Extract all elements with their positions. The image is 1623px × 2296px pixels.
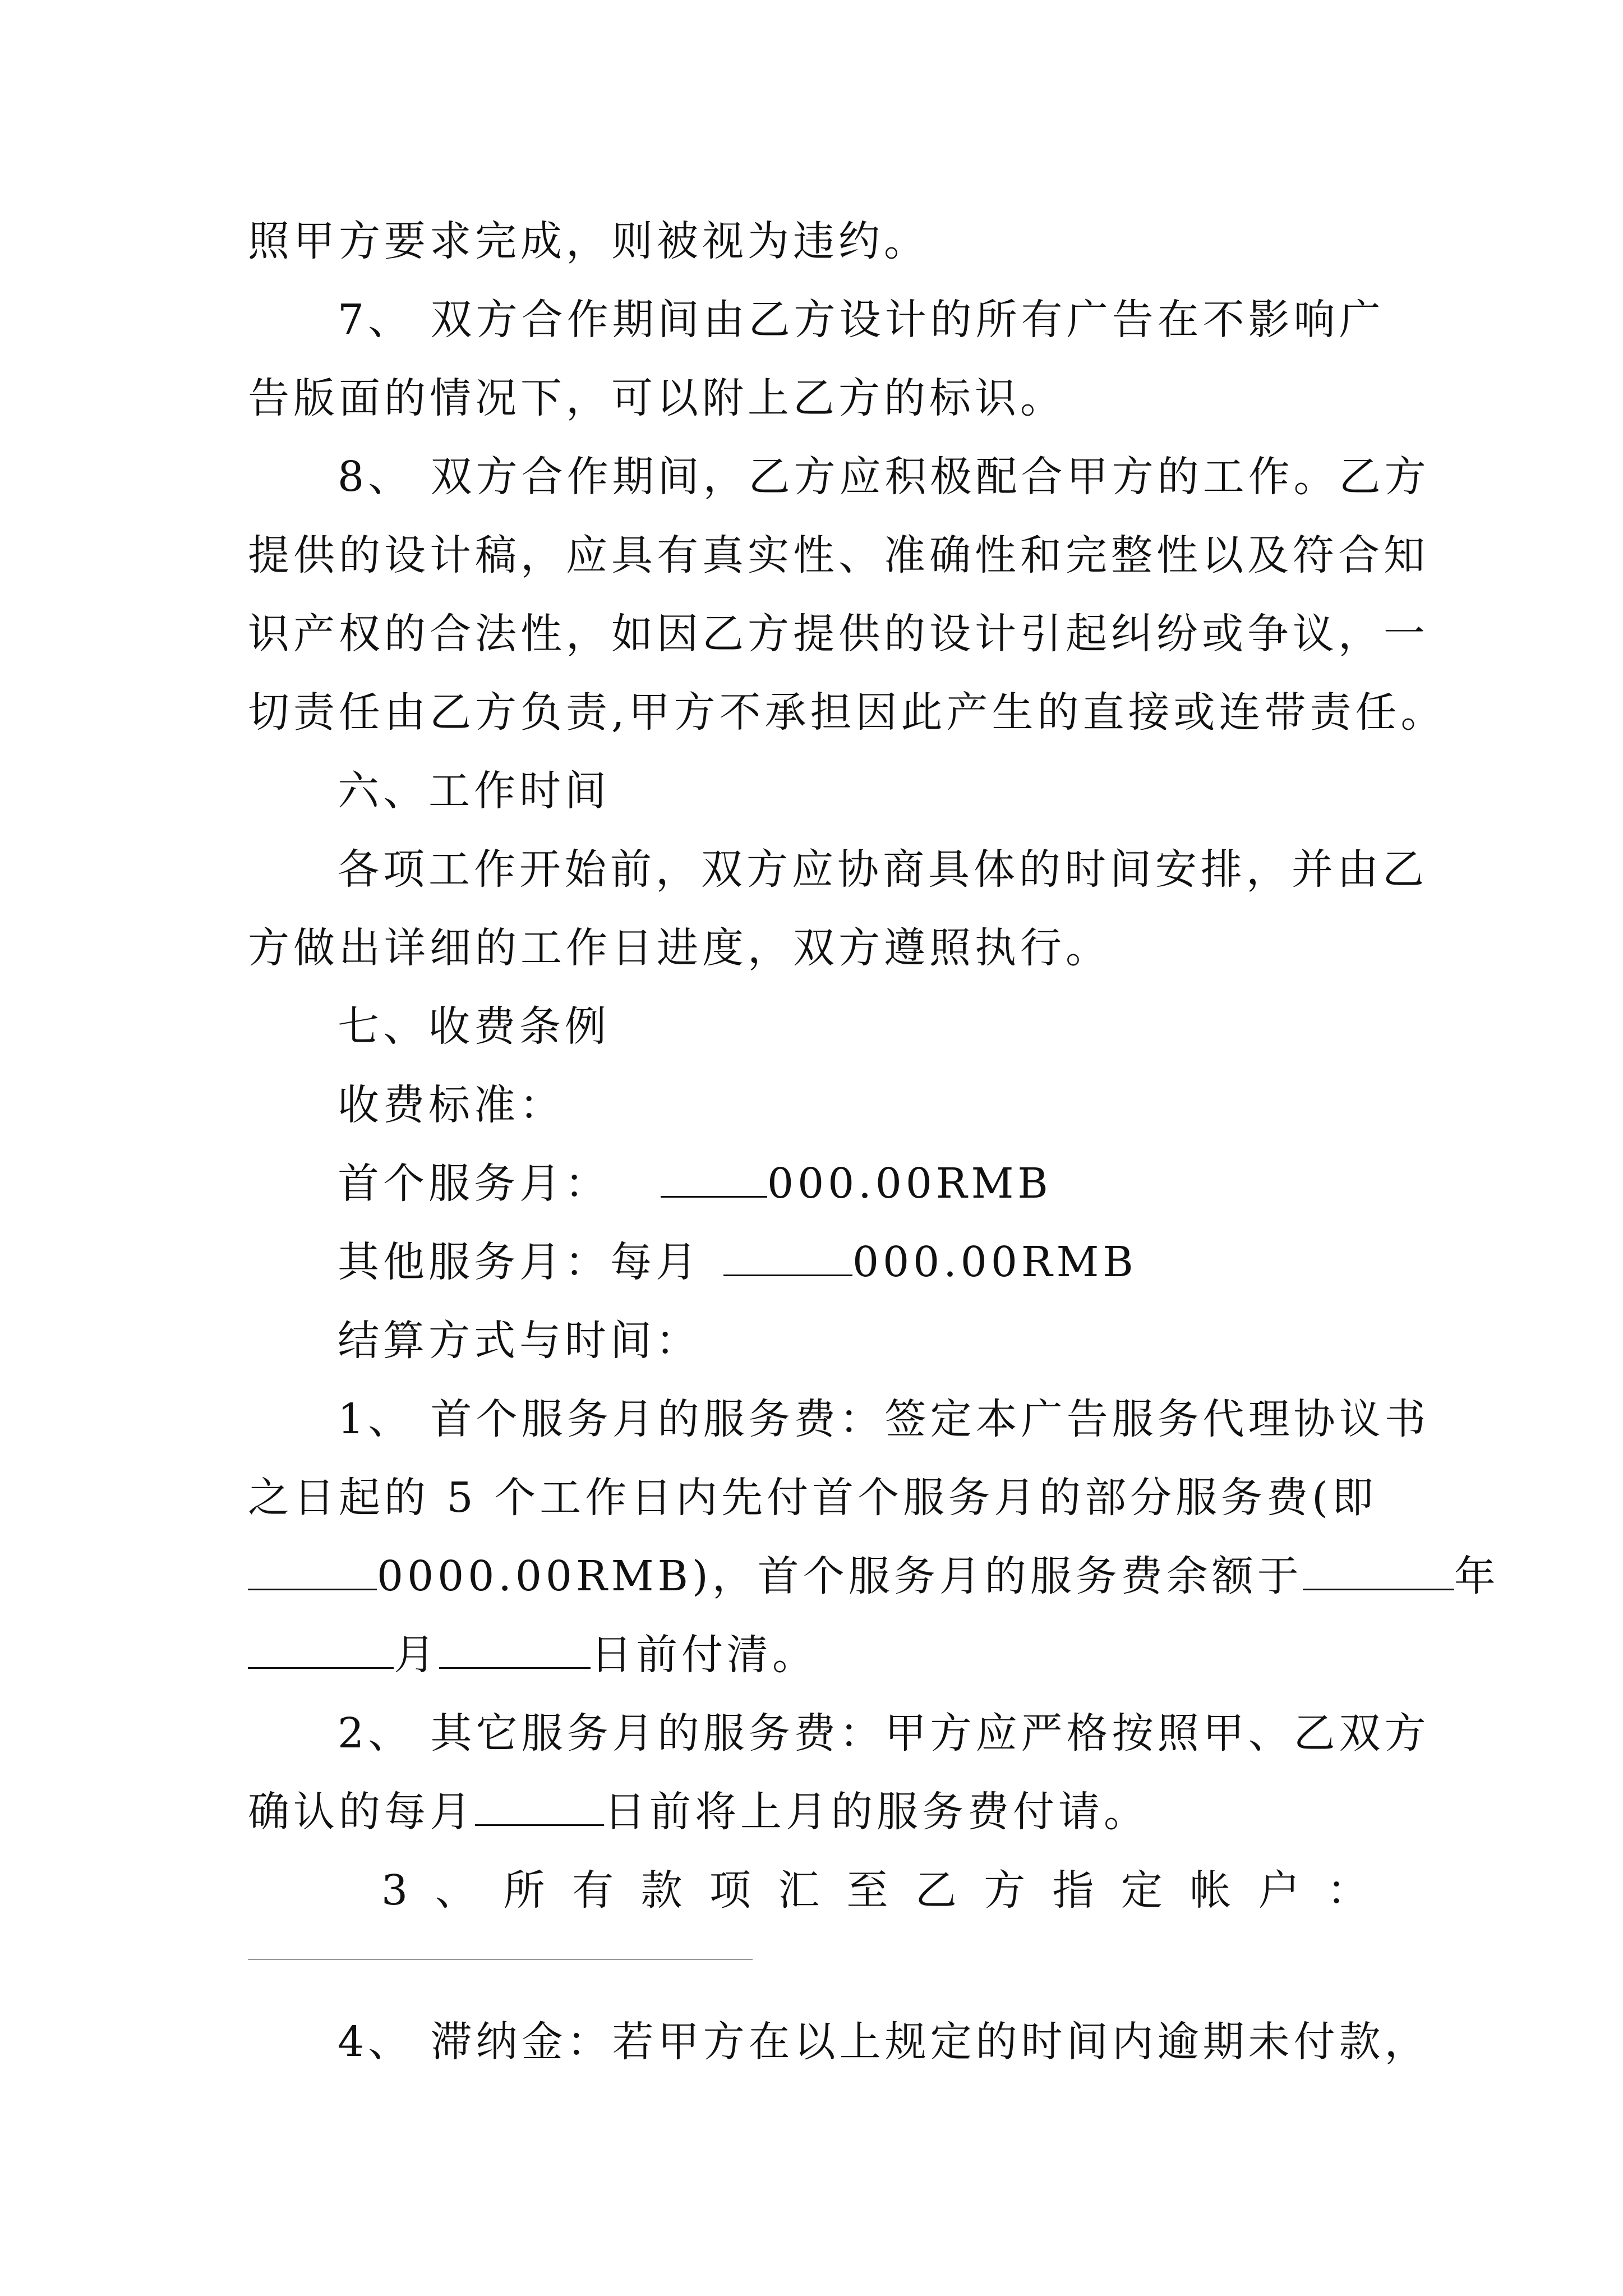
paragraph-line: 切责任由乙方负责,甲方不承担因此产生的直接或连带责任。 [248, 688, 1446, 737]
other-month-fee-value: 000.00RMB [852, 1238, 1137, 1286]
payment-clause-3-line [381, 1857, 1368, 1924]
monthly-payment-text: 确认的每月 [248, 1788, 475, 1836]
clause-3-char: 3 [381, 1866, 408, 1915]
clause-3-char: 方 [984, 1866, 1026, 1915]
clause-3-char: 款 [640, 1866, 683, 1915]
first-month-fee-line [338, 1150, 1386, 1217]
clause-3-char: ： [1326, 1866, 1368, 1915]
clause-3-char: 有 [572, 1866, 614, 1915]
section-heading-work-time: 六、工作时间 [338, 767, 610, 815]
first-month-fee-label: 首个服务月： [338, 1159, 610, 1208]
clause-8-line: 8、 双方合作期间，乙方应积极配合甲方的工作。乙方 [338, 453, 1430, 501]
month-label: 月 [394, 1631, 439, 1679]
clause-3-char: 、 [435, 1866, 477, 1915]
monthly-payment-line [248, 1778, 1386, 1846]
paragraph-line: 告版面的情况下，可以附上乙方的标识。 [248, 374, 1066, 422]
clause-3-char: 项 [709, 1866, 751, 1915]
clause-3-char: 乙 [915, 1866, 957, 1915]
section-heading-fees: 七、收费条例 [338, 1002, 610, 1051]
late-fee-clause-line: 4、 滞纳金：若甲方在以上规定的时间内逾期未付款， [338, 2018, 1430, 2066]
account-blank-line [248, 1959, 753, 1960]
clause-3-char: 汇 [778, 1866, 820, 1915]
first-month-fee-blank [661, 1161, 767, 1198]
settlement-heading: 结算方式与时间： [338, 1317, 701, 1365]
clause-3-char: 帐 [1189, 1866, 1232, 1915]
first-month-fee-value: 000.00RMB [767, 1159, 1052, 1208]
clause-7-line: 7、 双方合作期间由乙方设计的所有广告在不影响广 [338, 296, 1385, 344]
paragraph-line: 照甲方要求完成，则被视为违约。 [248, 217, 929, 265]
other-month-fee-blank [723, 1240, 852, 1276]
clause-3-char: 所 [503, 1866, 545, 1915]
clause-3-char: 定 [1121, 1866, 1163, 1915]
month-blank [248, 1632, 394, 1669]
prepay-text: 0000.00RMB)，首个服务月的服务费余额于 [377, 1552, 1303, 1600]
other-month-fee-label: 其他服务月：每月 [338, 1238, 701, 1286]
payment-clause-1-line: 1、 首个服务月的服务费：签定本广告服务代理协议书 [338, 1395, 1430, 1443]
due-date-line [248, 1621, 1386, 1688]
year-label: 年 [1454, 1552, 1500, 1600]
due-date-text: 日前付清。 [591, 1631, 818, 1679]
paragraph-line: 提供的设计稿，应具有真实性、准确性和完整性以及符合知 [248, 531, 1429, 579]
prepay-amount-blank [248, 1554, 377, 1590]
payment-clause-2-line: 2、 其它服务月的服务费：甲方应严格按照甲、乙双方 [338, 1709, 1430, 1757]
clause-3-char: 户 [1258, 1866, 1300, 1915]
day-blank [439, 1632, 591, 1669]
paragraph-line: 各项工作开始前，双方应协商具体的时间安排，并由乙 [338, 845, 1428, 894]
monthly-payment-text-end: 日前将上月的服务费付请。 [604, 1788, 1149, 1836]
fee-standard-label: 收费标准： [338, 1081, 565, 1129]
paragraph-line: 方做出详细的工作日进度，双方遵照执行。 [248, 924, 1111, 972]
monthly-day-blank [475, 1789, 604, 1826]
paragraph-line: 识产权的合法性，如因乙方提供的设计引起纠纷或争议，一 [248, 610, 1429, 658]
other-month-fee-line [338, 1228, 1386, 1296]
first-month-balance-line [248, 1543, 1500, 1610]
clause-3-char: 至 [846, 1866, 888, 1915]
clause-3-char: 指 [1052, 1866, 1094, 1915]
paragraph-line: 之日起的 5 个工作日内先付首个服务月的部分服务费(即 [248, 1474, 1377, 1522]
year-blank [1303, 1554, 1454, 1590]
